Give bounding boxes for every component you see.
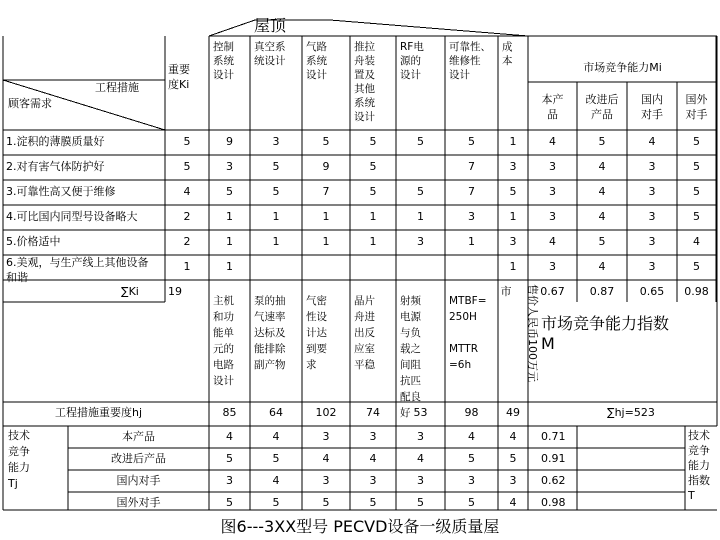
tech-value: 5 [226, 452, 233, 465]
relation-value: 9 [226, 135, 233, 148]
market-value: 5 [693, 135, 700, 148]
market-value: 3 [549, 185, 556, 198]
tech-value: 5 [272, 452, 280, 465]
market-value: 3 [549, 160, 556, 173]
engineering-col-header: 源的 [400, 55, 421, 67]
engineering-col-header: 系统 [354, 97, 375, 109]
engineering-target: 求 [306, 359, 317, 371]
relation-value: 3 [509, 235, 517, 248]
target-cost-vertical: 售价人民币100万元 [526, 284, 539, 382]
engineering-target: 和功 [213, 311, 234, 323]
tech-value: 4 [272, 430, 280, 443]
tech-label: 竞争 [8, 445, 30, 458]
relation-value: 1 [272, 235, 280, 248]
market-value: 5 [693, 260, 700, 273]
customer-need: 5.价格适中 [6, 235, 61, 248]
relation-value: 5 [509, 185, 517, 198]
tech-value: 5 [226, 496, 233, 509]
engineering-col-header: 控制 [213, 41, 234, 53]
tech-value: 3 [509, 474, 517, 487]
engineering-target: 应室 [354, 343, 375, 355]
relation-value: 1 [226, 260, 233, 273]
engineering-target: 与负 [400, 327, 421, 339]
engineering-target: 晶片 [354, 295, 375, 307]
engineering-col-header: 本 [502, 55, 513, 67]
relation-value: 1 [226, 210, 233, 223]
market-value: 3 [648, 210, 656, 223]
market-value: 5 [598, 135, 606, 148]
importance-value: 85 [222, 406, 237, 419]
relation-value: 3 [226, 160, 233, 173]
relation-value: 1 [369, 235, 377, 248]
engineering-target: 电路 [213, 359, 234, 371]
relation-value: 5 [369, 185, 377, 198]
engineering-target: 平稳 [354, 359, 375, 371]
engineering-target: 计达 [306, 327, 327, 339]
market-index-label: M [541, 334, 555, 353]
engineering-label: 工程措施 [95, 81, 139, 94]
engineering-target: 间阻 [400, 359, 421, 371]
tech-value: 4 [417, 452, 424, 465]
customer-needs-label: 顾客需求 [8, 97, 52, 110]
market-value: 4 [549, 135, 556, 148]
relation-value: 5 [369, 135, 377, 148]
relation-value: 1 [322, 235, 330, 248]
market-value: 3 [648, 260, 656, 273]
engineering-target: 抗匹 [400, 375, 421, 387]
engineering-target: 气密 [306, 295, 327, 307]
tech-row-label: 本产品 [122, 430, 155, 443]
engineering-target: 250H [449, 311, 477, 323]
tech-value: 4 [226, 430, 233, 443]
engineering-col-header: 推拉 [354, 41, 375, 53]
tech-label: Tj [8, 477, 18, 490]
relation-value: 7 [468, 160, 475, 173]
market-value: 4 [549, 235, 556, 248]
engineering-target: 出反 [354, 327, 375, 339]
market-value: 3 [549, 210, 556, 223]
relation-value: 3 [509, 160, 517, 173]
engineering-target: 主机 [213, 295, 234, 307]
engineering-col-header: 可靠性、 [449, 41, 491, 53]
importance-value: 102 [315, 406, 337, 419]
relation-value: 5 [322, 135, 330, 148]
roof-slope [330, 20, 528, 36]
engineering-col-header: 设计 [400, 69, 421, 81]
engineering-col-header: 置及 [354, 69, 375, 81]
tech-value: 3 [417, 430, 424, 443]
tech-value: 4 [509, 496, 517, 509]
tech-value: 5 [417, 496, 424, 509]
tech-index-label: 竞争 [688, 444, 710, 457]
importance-value: 98 [464, 406, 479, 419]
tech-value: 4 [369, 452, 377, 465]
importance-ki: 2 [183, 210, 191, 223]
importance-value: 49 [506, 406, 520, 419]
tech-index-value: 0.98 [541, 496, 566, 509]
engineering-col-header: 设计 [306, 69, 327, 81]
relation-value: 9 [322, 160, 330, 173]
customer-need: 3.可靠性高又便于维修 [6, 185, 116, 198]
market-value: 3 [648, 160, 656, 173]
tech-value: 4 [468, 430, 475, 443]
relation-value: 5 [468, 135, 475, 148]
tech-value: 3 [226, 474, 233, 487]
engineering-col-header: 成 [502, 41, 513, 53]
market-index-value: 0.67 [540, 285, 565, 298]
relation-value: 1 [509, 135, 517, 148]
tech-value: 5 [468, 496, 475, 509]
market-value: 5 [693, 210, 700, 223]
relation-value: 3 [468, 210, 475, 223]
engineering-target: 舟进 [354, 311, 375, 323]
tech-value: 5 [369, 496, 377, 509]
importance-sum: ∑hj=523 [607, 406, 655, 419]
engineering-target: 到要 [306, 343, 327, 355]
tech-row-label: 国内对手 [116, 474, 161, 487]
tech-index-label: 指数 [688, 474, 710, 487]
tech-value: 3 [417, 474, 424, 487]
importance-value: 64 [269, 406, 283, 419]
sum-ki-value: 19 [168, 285, 182, 298]
tech-value: 5 [322, 496, 330, 509]
market-value: 5 [693, 185, 700, 198]
tech-value: 4 [272, 474, 280, 487]
market-value: 4 [598, 185, 606, 198]
market-value: 4 [648, 135, 656, 148]
market-value: 5 [693, 160, 700, 173]
market-index-value: 0.87 [589, 285, 615, 298]
relation-value: 5 [369, 160, 377, 173]
engineering-target: 性设 [306, 311, 327, 323]
market-index-value: 0.98 [684, 285, 709, 298]
engineering-target: 好 [400, 407, 411, 419]
tech-index-label: 能力 [688, 459, 710, 472]
market-title: 市场竞争能力Mi [583, 61, 662, 74]
importance-ki: 5 [183, 160, 191, 173]
engineering-target: 载之 [400, 343, 421, 355]
relation-value: 3 [417, 235, 424, 248]
importance-value: 53 [413, 406, 428, 419]
market-index-label: 市场竞争能力指数 [541, 314, 670, 333]
relation-value: 5 [417, 185, 424, 198]
customer-need: 6.美观，与生产线上其他设备 [6, 256, 149, 269]
market-value: 4 [598, 160, 606, 173]
market-col-header: 本产 [541, 93, 564, 106]
market-col-header: 国内 [641, 93, 663, 106]
relation-value: 5 [226, 185, 233, 198]
importance-ki: 5 [183, 135, 191, 148]
engineering-target: 气速率 [254, 311, 286, 323]
engineering-col-header: 真空系 [254, 41, 286, 53]
market-value: 4 [693, 235, 700, 248]
relation-value: 1 [226, 235, 233, 248]
roof-title: 屋顶 [253, 16, 286, 35]
engineering-col-header: 其他 [354, 83, 375, 95]
market-col-header: 国外 [685, 93, 708, 106]
relation-value: 7 [468, 185, 475, 198]
engineering-col-header: 维修性 [449, 55, 481, 67]
market-col-header: 产品 [591, 108, 613, 121]
tech-value: 5 [468, 452, 475, 465]
engineering-target: =6h [449, 359, 472, 371]
market-col-header: 对手 [641, 108, 663, 121]
market-value: 4 [598, 260, 606, 273]
relation-value: 1 [509, 210, 517, 223]
relation-value: 1 [468, 235, 475, 248]
importance-label: 工程措施重要度hj [55, 406, 143, 419]
caption: 图6---3XX型号 PECVD设备一级质量屋 [220, 517, 500, 536]
relation-value: 1 [509, 260, 517, 273]
importance-ki-header: 度Ki [168, 78, 190, 91]
engineering-target: 射频 [400, 295, 421, 307]
relation-value: 1 [417, 210, 424, 223]
engineering-target: MTBF= [449, 295, 487, 307]
engineering-col-header: 设计 [449, 69, 470, 81]
tech-value: 3 [322, 474, 330, 487]
tech-value: 5 [272, 496, 280, 509]
tech-value: 4 [509, 430, 517, 443]
tech-row-label: 国外对手 [116, 496, 161, 509]
engineering-target: 副产物 [254, 359, 286, 371]
engineering-col-header: 系统 [213, 55, 234, 67]
target-cost: 市 [500, 285, 512, 298]
tech-index-value: 0.71 [541, 430, 566, 443]
tech-value: 4 [322, 452, 330, 465]
tech-index-value: 0.91 [541, 452, 566, 465]
engineering-col-header: 气路 [306, 41, 327, 53]
tech-row-label: 改进后产品 [111, 452, 166, 465]
market-value: 3 [549, 260, 556, 273]
tech-index-label: T [688, 489, 695, 502]
tech-value: 3 [468, 474, 475, 487]
relation-value: 5 [272, 185, 280, 198]
engineering-target: 配良 [400, 391, 421, 403]
relation-value: 5 [272, 160, 280, 173]
engineering-target: 能排除 [254, 343, 286, 355]
engineering-target: 能单 [213, 327, 234, 339]
tech-value: 3 [369, 474, 377, 487]
engineering-target: 泵的抽 [254, 295, 286, 307]
customer-need: 2.对有害气体防护好 [6, 160, 105, 173]
customer-need: 4.可比国内同型号设备略大 [6, 210, 138, 223]
tech-index-value: 0.62 [541, 474, 566, 487]
sum-ki-label: ∑Ki [121, 285, 139, 298]
tech-index-label: 技术 [688, 429, 710, 442]
engineering-target: 达标及 [254, 327, 286, 339]
relation-value: 1 [322, 210, 330, 223]
tech-label: 技术 [8, 429, 30, 442]
market-col-header: 改进后 [585, 93, 619, 106]
engineering-target: 电源 [400, 311, 421, 323]
relation-value: 5 [417, 135, 424, 148]
engineering-target: MTTR [449, 343, 478, 355]
tech-value: 3 [369, 430, 377, 443]
engineering-col-header: 统设计 [254, 55, 286, 67]
customer-need: 1.淀积的薄膜质量好 [6, 135, 105, 148]
relation-value: 7 [322, 185, 330, 198]
market-value: 4 [598, 210, 606, 223]
customer-need: 和谐 [6, 271, 28, 284]
tech-value: 5 [509, 452, 517, 465]
relation-value: 3 [272, 135, 280, 148]
market-value: 3 [648, 235, 656, 248]
importance-ki: 4 [183, 185, 191, 198]
engineering-target: 元的 [213, 343, 234, 355]
market-value: 5 [598, 235, 606, 248]
market-col-header: 品 [547, 108, 558, 121]
market-index-value: 0.65 [639, 285, 665, 298]
importance-ki: 2 [183, 235, 191, 248]
engineering-col-header: RF电 [400, 41, 424, 53]
importance-value: 74 [366, 406, 380, 419]
engineering-col-header: 舟装 [354, 55, 375, 67]
engineering-col-header: 设计 [213, 69, 234, 81]
relation-value: 1 [272, 210, 280, 223]
relation-value: 1 [369, 210, 377, 223]
importance-ki-header: 重要 [168, 63, 190, 76]
market-value: 3 [648, 185, 656, 198]
engineering-col-header: 设计 [354, 111, 375, 123]
engineering-target: 设计 [213, 375, 234, 387]
market-col-header: 对手 [685, 108, 708, 121]
tech-value: 3 [322, 430, 330, 443]
importance-ki: 1 [183, 260, 191, 273]
engineering-col-header: 系统 [306, 55, 327, 67]
tech-label: 能力 [8, 461, 30, 474]
